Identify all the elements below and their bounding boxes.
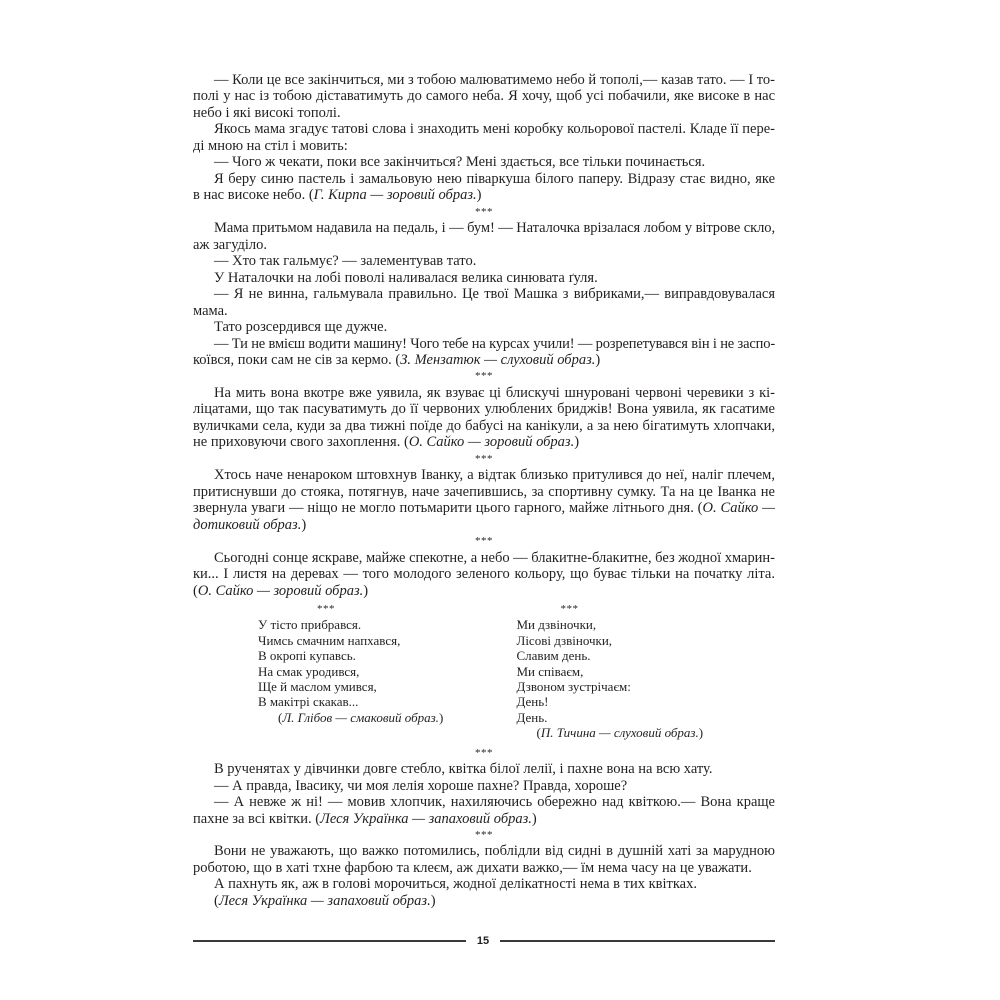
text-run: полі у нас із тобою діставатимуть до самого неба. Я хочу, щоб усі побачили, яке високе в нас [193,88,775,105]
text-line [193,286,775,302]
text-run: — А невже ж ні! — мовив хлопчик, нахиляючись обережно над квіткою.— Вона краще [214,794,775,811]
source-citation: З. Мензатюк — слуховий образ. [400,351,596,368]
paragraph [193,893,775,909]
section-separator: *** [475,829,493,841]
poem-line: Ми співаєм, [516,663,584,679]
poem-line: День. [516,709,548,725]
poem-line: Чимсь смачним напхався, [258,632,401,648]
poem-line: Славим день. [516,648,591,664]
line-text [193,401,775,417]
text-run: вуличками села, куди за два тижні поїде до бабусі на канікули, а за нею бігатимуть хлопчаки, [193,417,775,434]
source-citation: Леся Українка — запаховий образ. [218,892,431,909]
poem-line: Лісові дзвіночки, [516,632,613,648]
text-run: ( [536,725,541,741]
line-text [193,88,775,104]
text-run: У Наталочки на лобі поволі наливалася велика синювата ґуля. [214,269,598,286]
line-text [214,467,775,483]
line-text [193,187,481,203]
paragraph [193,550,775,599]
page-number: 15 [476,935,490,947]
line-text [214,121,775,137]
paragraph [193,72,775,121]
text-line [193,467,775,483]
text-line [193,171,775,187]
paragraph [193,154,775,170]
poem-source [258,710,517,725]
text-line [193,270,775,286]
paragraph [193,336,775,369]
line-text [193,811,537,827]
source-citation: Г. Кирпа — зоровий образ. [313,187,477,204]
text-run: ) [595,351,601,368]
text-run: ді мною на стіл і мовить: [193,137,348,154]
line-text [193,237,267,253]
poem-line: На смак уродився, [258,663,360,679]
source-citation: П. Тичина — слуховий образ. [540,725,699,741]
text-line [193,187,775,203]
text-line [193,566,775,582]
text-line [193,876,775,892]
poem-column [258,602,517,741]
text-line [193,88,775,104]
text-line [193,794,775,810]
line-text [214,220,775,236]
text-line [193,778,775,794]
text-line [193,385,775,401]
paragraph [193,319,775,335]
text-run: небо і які високі тополі. [193,104,341,121]
poems-row [258,602,775,741]
text-run: — Чого ж чекати, поки все закінчиться? Мені здається, все тільки починається. [214,154,706,171]
paragraph [193,270,775,286]
source-citation: Леся Українка — запаховий образ. [320,810,532,827]
line-text [193,583,368,599]
line-text [214,761,712,777]
line-text [214,843,775,859]
line-text [193,418,775,434]
line-text [214,154,705,170]
text-run: ліцатами, що так пасуватимуть до її червоних улюблених бриджів! Вона уявила, як гасатиме [193,401,775,418]
text-line [193,253,775,269]
text-line [193,319,775,335]
text-line [193,418,775,434]
text-run: Хтось наче ненароком штовхнув Іванку, а відтак близько притулився до неї, наліг плечем, [214,467,775,484]
line-text [193,105,341,121]
text-run: ( [193,582,198,599]
text-run: — Хто так гальмує? — залементував тато. [214,253,477,270]
section-separator: *** [475,370,493,383]
text-line [193,860,775,876]
text-run: ) [438,709,444,725]
text-line [193,550,775,566]
text-run: аж загуділо. [193,236,268,253]
text-run: не приховуючи свого захоплення. ( [193,434,409,451]
text-run: притиснувши до стояка, потягнув, наче зачепившись, за спортивну сумку. Та на це Іванка не [193,483,775,500]
text-run: Тато розсердився ще дужче. [214,319,388,336]
text-run: звернула уваги — ніщо не могло потьмарити цього гарного, майже літнього дня. ( [193,500,703,517]
text-line [193,72,775,88]
paragraph [193,761,775,777]
source-citation: О. Сайко — [702,500,775,517]
paragraph [193,385,775,451]
text-run: Мама притьмом надавила на педаль, і — бум! — Наталочка врізалася лобом у вітрове скло, [214,220,776,237]
line-text [193,303,228,319]
text-line [193,154,775,170]
text-run: роботою, що в хаті тхне фарбою та клеєм, аж дихати важко,— їм нема часу на це уважати. [193,859,752,876]
poem-line: Дзвоном зустрічаєм: [516,679,631,695]
paragraph [193,778,775,794]
text-line [193,517,775,533]
line-text [214,876,697,892]
text-run: На мить вона вкотре вже уявила, як взуває ці блискучі шнуровані червоні черевики з кі- [214,384,775,401]
text-line [193,138,775,154]
text-run: ( [278,709,283,725]
source-citation: дотиковий образ. [193,516,302,533]
poem-line: В окропі купавсь. [258,648,356,664]
line-text [214,336,775,352]
text-line [193,401,775,417]
text-run: ) [363,582,369,599]
poem-line: В макітрі скакав... [258,694,359,710]
text-run: В рученятах у дівчинки довге стебло, квітка білої лелії, і пахне вона на всю хату. [214,761,713,778]
text-line [193,237,775,253]
poem-column [517,602,776,741]
section-separator: *** [475,452,493,465]
line-text [214,319,387,335]
poem-source [517,725,776,740]
text-run: мама. [193,302,228,319]
line-text [214,171,775,187]
line-text [193,860,752,876]
line-text [214,286,775,302]
text-line [193,811,775,827]
line-text [214,270,598,286]
poem-line: Ще й маслом умився, [258,679,377,695]
text-run: — Я не винна, гальмувала правильно. Це твої Машка з вибриками,— виправдовувалася [214,286,775,303]
text-line [193,893,775,909]
poem-line: День! [516,694,549,710]
line-text [193,434,579,450]
line-text [193,500,775,516]
source-citation: О. Сайко — зоровий образ. [408,434,575,451]
line-text [214,778,627,794]
paragraph [193,253,775,269]
text-run: ) [430,892,436,909]
line-text [214,794,775,810]
section-separator: *** [475,535,493,548]
poem-line: Ми дзвіночки, [516,617,597,633]
text-line [193,121,775,137]
source-citation: Л. Глібов — смаковий образ. [282,709,439,725]
text-run: Сьогодні сонце яскраве, майже спекотне, а небо — блакитне-блакитне, без жодної хмарин- [214,549,775,566]
footer-rule-left [193,940,466,942]
text-run: А пахнуть як, аж в голові морочиться, жодної делікатності нема в тих квітках. [214,876,697,893]
poem-separator: *** [560,603,579,615]
text-run: — А правда, Івасику, чи моя лелія хороше пахне? Правда, хороше? [214,777,628,794]
paragraph [193,171,775,204]
line-text [214,893,436,909]
text-run: ки... І листя на деревах — того молодого зеленого кольору, що буває тільки на початку літа. [193,566,775,583]
paragraph [193,843,775,876]
text-line [193,303,775,319]
line-text [193,484,775,500]
line-text [193,566,775,582]
line-text [214,253,476,269]
text-line [193,434,775,450]
paragraph [193,467,775,533]
line-text [214,385,775,401]
text-run: коївся, поки сам не сів за кермо. ( [193,351,401,368]
poem-separator: *** [317,603,335,615]
text-run: в нас високе небо. ( [193,187,314,204]
line-text [193,352,600,368]
text-line [193,352,775,368]
text-run: Якось мама згадує татові слова і знаходить мені коробку кольорової пастелі. Кладе її пере- [214,121,775,138]
text-run: ) [574,434,580,451]
text-line [193,761,775,777]
line-text [214,72,775,88]
source-citation: О. Сайко — зоровий образ. [197,582,364,599]
text-run: ) [531,810,537,827]
text-run: ) [301,516,307,533]
line-text [214,550,775,566]
text-line [193,583,775,599]
text-line [193,336,775,352]
section-separator: *** [475,746,493,759]
text-run: Вони не уважають, що важко потомились, поблідли від сидні в душній хаті за марудною [214,843,775,860]
paragraph [193,286,775,319]
text-run: — Коли це все закінчиться, ми з тобою малюватимемо небо й тополі,— казав тато. — І то- [214,72,775,88]
paragraph [193,121,775,154]
paragraph [193,220,775,253]
text-run: — Ти не вмієш водити машину! Чого тебе на курсах учили! — розрепетувався він і не заспо- [214,335,775,352]
text-run: Я беру синю пастель і замальовую нею піваркуша білого паперу. Відразу стає видно, яке [214,170,775,187]
text-line [193,105,775,121]
line-text [193,138,348,154]
text-run: ) [698,725,704,741]
text-line [193,220,775,236]
text-line [193,843,775,859]
text-line [193,484,775,500]
paragraph [193,876,775,892]
poem-line: У тісто прибрався. [258,617,362,633]
footer-rule-right [500,940,775,942]
section-separator: *** [475,205,493,218]
text-line [193,500,775,516]
text-content [193,72,775,909]
text-run: ) [476,187,482,204]
text-run: пахне за всі квітки. ( [193,810,321,827]
text-run: ( [214,892,219,909]
line-text [193,517,306,533]
paragraph [193,794,775,827]
